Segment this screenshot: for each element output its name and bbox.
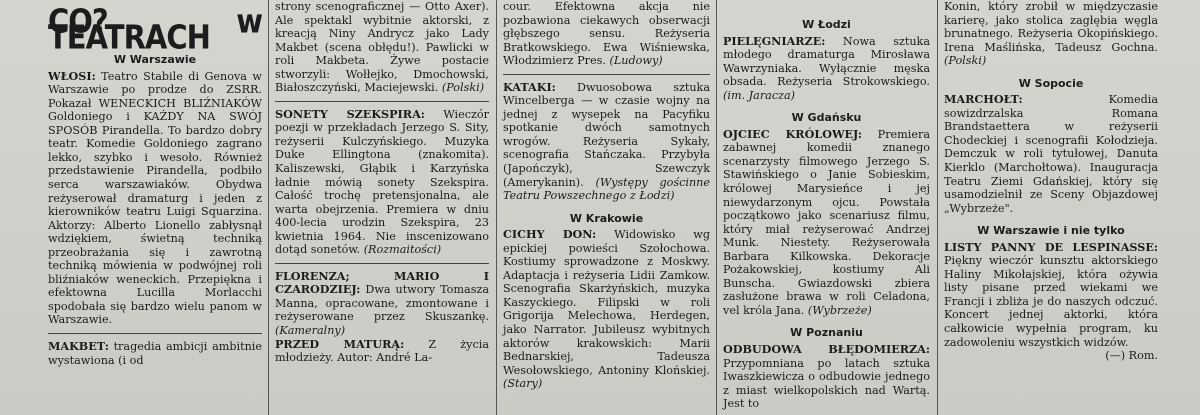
column-1 bbox=[44, 0, 266, 415]
column-2 bbox=[271, 0, 493, 415]
theatre-name: (Wybrzeże) bbox=[807, 303, 872, 317]
theatre-name: (Ludowy) bbox=[609, 54, 663, 68]
article-body: Komedia sowizdrzalska Romana Brandstaettera w reżyserii Chodeckiej i scenografii Kołodzieja. Demczuk w roli tytułowej, Danuta Kierklo (Marchołtowa). Inauguracja Teatru Ziemi Gdańskiej, który się usamodzielnił ze Sceny Objazdowej bbox=[944, 93, 1158, 202]
theatre-name: (Polski) bbox=[441, 81, 485, 95]
article-makbet bbox=[48, 340, 262, 367]
article-body: Widowisko wg epickiej powieści Szołochowa. Kostiumy sprowadzone z Moskwy. Adaptacja i reżyseria Lidii Zamkow. Scenografia Skarżyńskich, muzyka Kaszyckiego. Filipski w roli Grigorija Melechowa, Herdegen, jako Narrator. Jubileusz wybitnych aktorów krakowskich: Marii Bednarskiej, Tadeusza Wesołowskiego, Antoniny Klońskiej. bbox=[503, 228, 710, 377]
column-separator bbox=[716, 0, 717, 415]
article-body: Przypomniana po latach sztuka Iwaszkiewicza o odbudowie jednego z miast wielkopolskich nad Wartą. Jest to bbox=[723, 356, 930, 411]
section-gdansk: W Gdańsku bbox=[791, 111, 862, 125]
article-kataki bbox=[503, 81, 710, 203]
theatre-name: (Polski) bbox=[944, 54, 987, 68]
article-body: Dwuosobowa sztuka Wincelberga — w czasie wojny na jednej z wysepek na Pacyfiku spotkanie dwóch samotnych wrogów. Reżyseria Sykały, scenografia Stańczaka. Przybyła (Japończyk), Szewczyk (Amerykanin). bbox=[503, 80, 710, 189]
article-body: Z życia młodzieży. Autor: André La- bbox=[275, 337, 489, 365]
article-body: tragedia ambicji ambitnie wystawiona (i od bbox=[48, 340, 262, 367]
article-body: Nowa sztuka młodego dramaturga Mirosława Wawrzyniaka. Wyłącznie męska obsada. Reżyseria Strokowskiego. bbox=[723, 34, 930, 89]
divider bbox=[275, 101, 489, 102]
article-wlosi bbox=[48, 70, 262, 327]
article-heading: CICHY DON: bbox=[503, 227, 597, 242]
article-heading: PIELĘGNIARZE: bbox=[723, 33, 826, 48]
theatre-name: (im. Jaracza) bbox=[723, 88, 796, 102]
section-sopot: W Sopocie bbox=[1018, 76, 1084, 90]
page-title: CO? w TEATRACH bbox=[48, 1, 262, 57]
article-sonety bbox=[275, 108, 489, 257]
section-warszawa: W Warszawie bbox=[113, 53, 197, 67]
article-body: Premiera zabawnej komedii znanego scenarzysty filmowego Jerzego S. Stawińskiego o Janie Sobieskim, królowej Marysieńce i jej niewydarzonym ojcu. Powstała początkowo jako scenariusz filmu, który miał reżyserować Andrzej Munk. Niestety. Reżyserowała Barbara Kilkowska. Dekoracje Pożakowskiej, kostiumy Ali Bunscha. Gwiazdowski zbiera zasłużone brawa w roli Celadona, vel króla Jana. bbox=[723, 127, 930, 317]
article-heading: MARCHOŁT: bbox=[944, 92, 1023, 107]
article-heading: LISTY PANNY DE LESPINASSE: bbox=[944, 239, 1158, 254]
article-body: Konin, który zrobił w międzyczasie karierę, jako stolica zagłębia węgla brunatnego. Reżyseria Okopińskiego. Irena Maślińska, Tadeusz Gochna. bbox=[944, 0, 1158, 54]
article-body: Teatro Stabile di Genova w Warszawie po prodze do ZSRR. Pokazał WENECKICH BLIŹNIAKÓW Goldoniego i KAŻDY NA SWÓJ SPOSÓB Pirandella. To bardzo dobry teatr. Komedie Goldoniego zagrano lekko, szybko i wesoło. Również przedstawienie Pirandella, podbiło serca warszawiaków. Obydwa reżyserował dramaturg i jeden z kierowników teatru Luigi Squarzina. Aktorzy: Alberto Lionello zabłysnął wdziękiem, świetną techniką przeobrażania się i zawrotną techniką mówienia w podwójnej roli bliźniaków weneckich. Przepiękna i efektowna Lucilla Morlacchi spodobała się bardzo wielu panom w Warszawie. bbox=[48, 69, 262, 327]
theatre-name: (Kameralny) bbox=[275, 324, 346, 338]
article-heading: PRZED MATURĄ: bbox=[275, 336, 405, 351]
article-heading: SONETY SZEKSPIRA: bbox=[275, 106, 425, 121]
divider bbox=[275, 263, 489, 264]
article-heading: OJCIEC KRÓLOWEJ: bbox=[723, 126, 863, 141]
article-odbudowa bbox=[723, 343, 930, 411]
column-separator bbox=[268, 0, 269, 415]
article-ojciec-krolowej bbox=[723, 128, 930, 318]
article-heading: KATAKI: bbox=[503, 79, 556, 94]
article-heading: MAKBET: bbox=[48, 339, 109, 354]
divider bbox=[503, 74, 710, 75]
article-cichy-don bbox=[503, 228, 710, 391]
article-pielegniarze bbox=[723, 35, 930, 103]
article-listy bbox=[944, 241, 1158, 349]
column-separator bbox=[937, 0, 938, 415]
theatre-name: (Stary) bbox=[503, 377, 543, 391]
theatre-name: (Występy gościnne Teatru Powszechnego z Łodzi) bbox=[503, 175, 710, 203]
column-separator bbox=[496, 0, 497, 415]
article-body: cour. Efektowna akcja nie pozbawiona ciekawych obserwacji głębszego sensu. Reżyseria Bratkowskiego. Ewa Wiśniewska, Włodzimierz Pres. bbox=[503, 0, 710, 68]
article-body: Piękny wieczór kunsztu aktorskiego Haliny Mikołajskiej, która ożywia listy pisane przed wiekami we Francji i zbliża je do naszych odczuć. Koncert jednej aktorki, która całkowicie wypełnia program, ku zadowoleniu wszystkich widzów. bbox=[944, 254, 1158, 349]
column-4 bbox=[719, 0, 934, 415]
author-signature: (—) Rom. bbox=[1105, 349, 1158, 363]
theatre-name: (Rozmaitości) bbox=[363, 243, 442, 257]
section-warszawa-nie-tylko: W Warszawie i nie tylko bbox=[977, 224, 1125, 238]
article-body: Dwa utwory Tomasza Manna, opracowane, zmontowane i reżyserowane przez Skuszankę. bbox=[275, 283, 490, 324]
article-heading: WŁOSI: bbox=[48, 68, 96, 83]
article-przed-matura-cont bbox=[503, 0, 710, 68]
section-lodz: W Łodzi bbox=[802, 18, 851, 31]
section-poznan: W Poznaniu bbox=[790, 326, 863, 340]
divider bbox=[48, 333, 262, 334]
article-makbet-cont bbox=[275, 0, 489, 95]
column-5 bbox=[940, 0, 1162, 415]
column-3 bbox=[499, 0, 714, 415]
article-odbudowa-cont bbox=[944, 0, 1158, 68]
section-krakow: W Krakowie bbox=[569, 211, 644, 225]
article-heading: ODBUDOWA BŁĘDOMIERZA: bbox=[723, 342, 930, 357]
article-marcholt bbox=[944, 93, 1158, 215]
article-przed-matura bbox=[275, 338, 489, 365]
article-body: strony scenograficznej — Otto Axer). Ale spektakl wybitnie aktorski, z kreacją Niny Andrycz jako Lady Makbet (scena obłędu!). Pawlicki w roli Makbeta. Żywe postacie stworzyli: Wołłejko, Dmochowski, Białoszczyński, Maciejewski. bbox=[275, 0, 489, 95]
article-florenza bbox=[275, 270, 489, 338]
article-body: Wieczór poezji w przekładach Jerzego S. Sity, reżyserii Kulczyńskiego. Muzyka Duke Ellingtona (znakomita). Kaliszewski, Głąbik i Karzyńska ładnie mówią sonety Szekspira. Całość trochę pretensjonalna, ale warta obejrzenia. Premiera w dniu 400-lecia urodzin Szekspira, 23 kwietnia 1964. Nie inscenizowano dotąd sonetów. bbox=[275, 107, 489, 257]
theatre-name: „Wybrzeże". bbox=[944, 201, 1014, 215]
article-heading: FLORENZA; MARIO I CZARODZIEJ: bbox=[275, 268, 489, 297]
